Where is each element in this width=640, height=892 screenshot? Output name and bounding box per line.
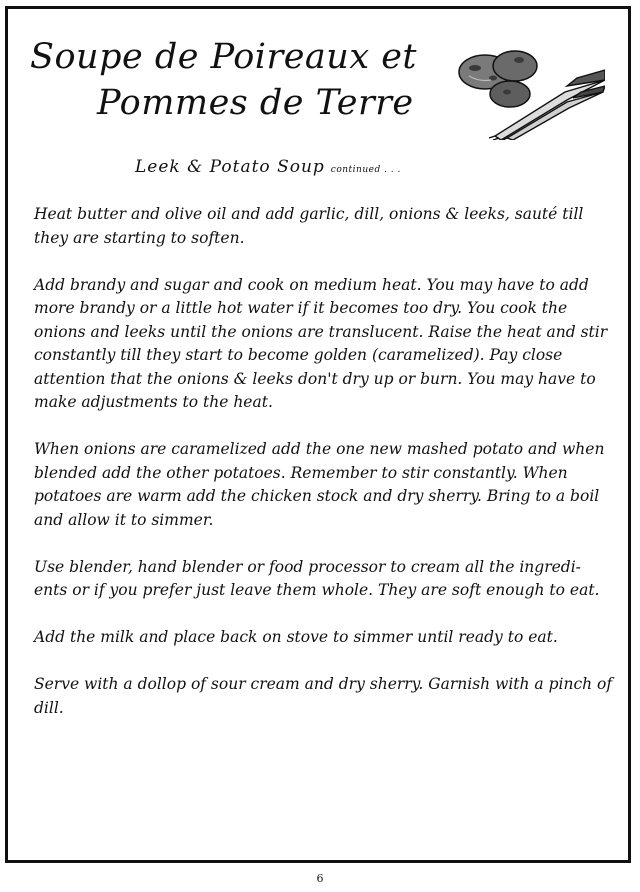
recipe-subtitle: [135, 157, 401, 177]
instruction-paragraph: Heat butter and olive oil and add garlic, dill, onions & leeks, sauté till they are starting to soften.: [34, 205, 584, 247]
recipe-subtitle-text: Leek & Potato Soup: [135, 157, 325, 177]
instruction-paragraph: Use blender, hand blender or food processor to cream all the ingredi-ents or if you prefer just leave them whole. They are soft enough to eat.: [34, 557, 600, 599]
instruction-paragraph: Add brandy and sugar and cook on medium heat. You may have to add more brandy or a little hot water if it becomes too dry. You cook the onions and leeks until the onions are translucent. Raise the heat and stir constantly till they start to become golden (caramelized). Pay close attention that the onions & leeks don't dry up or burn. You may have to make adjustments to the heat.: [34, 275, 608, 411]
potato-icon: [459, 51, 537, 107]
potatoes-and-leeks-icon: [455, 40, 605, 140]
recipe-instructions: [34, 203, 614, 744]
continued-label: continued . . .: [330, 165, 401, 175]
instruction-paragraph: When onions are caramelized add the one new mashed potato and when blended add the other potatoes. Remember to stir constantly. When potatoes are warm add the chicken stock and dry sherry. Bring to a boil and allow it to simmer.: [34, 440, 605, 529]
instruction-paragraph: Add the milk and place back on stove to simmer until ready to eat.: [34, 628, 558, 646]
recipe-title-line-2: Pommes de Terre: [97, 83, 414, 123]
instruction-paragraph: Serve with a dollop of sour cream and dry sherry. Garnish with a pinch of dill.: [34, 675, 613, 717]
recipe-title-line-1: Soupe de Poireaux et: [30, 37, 417, 77]
page-number: 6: [316, 872, 324, 885]
